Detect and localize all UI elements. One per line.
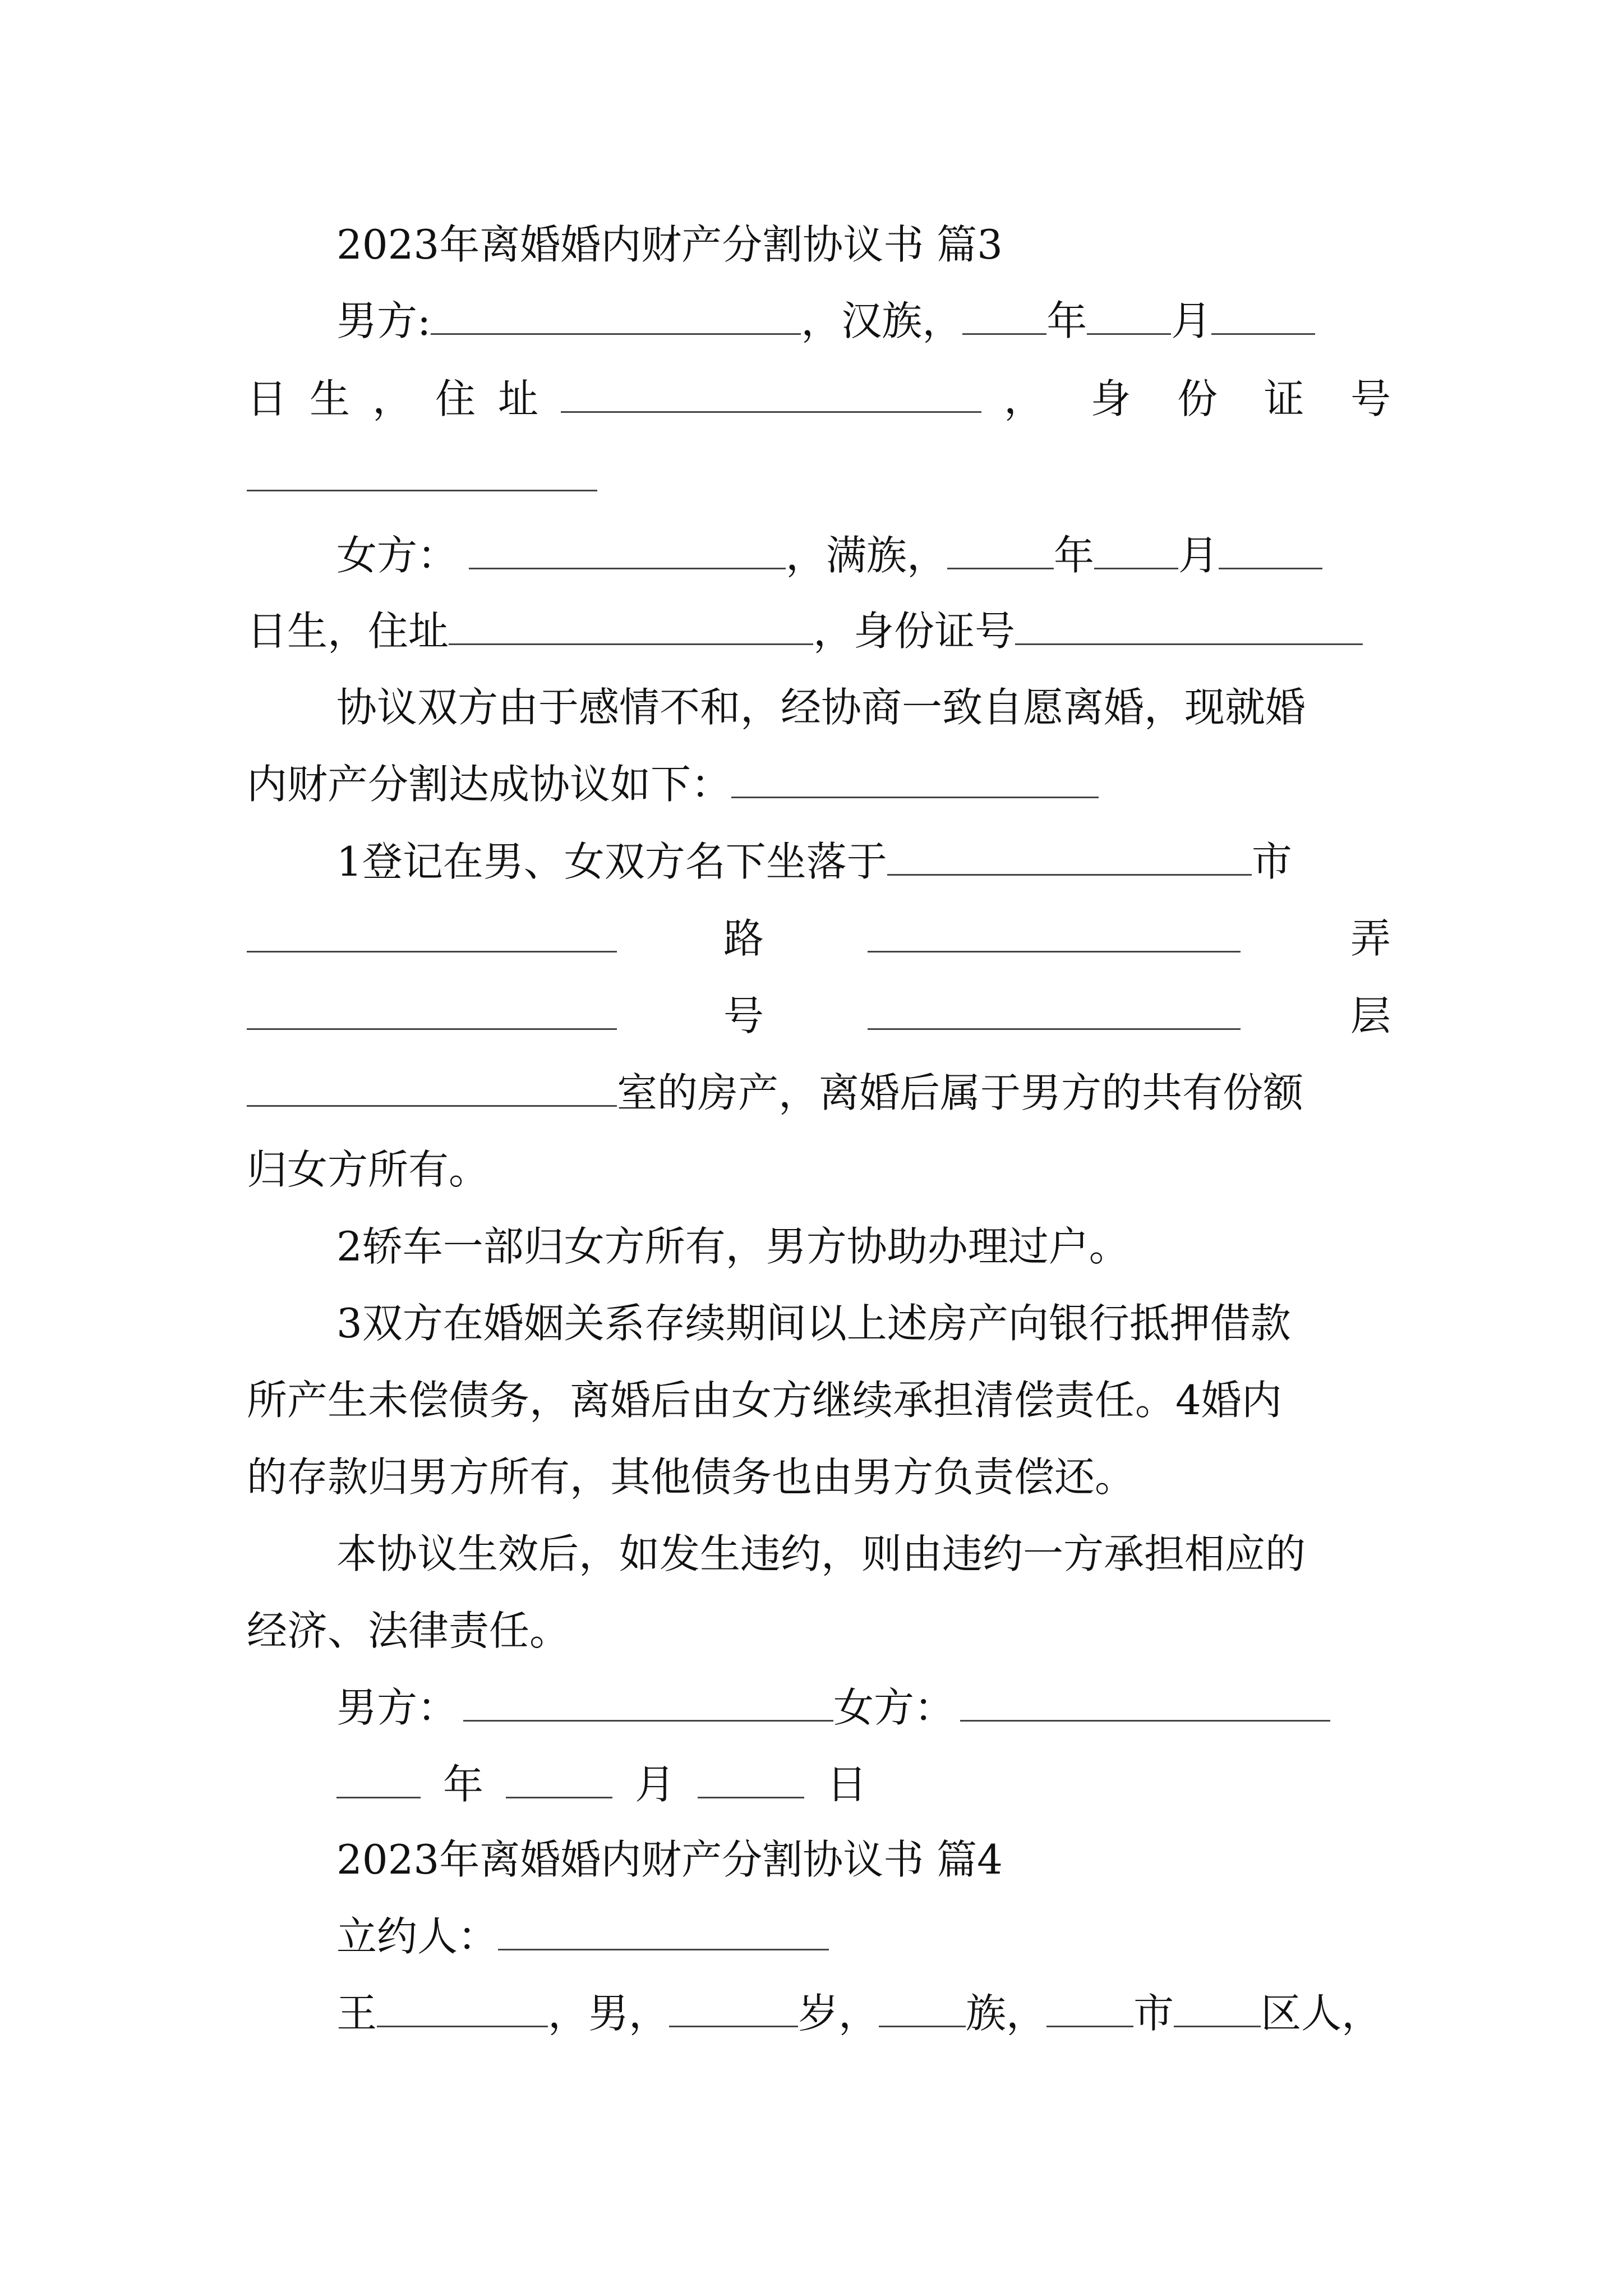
age-blank[interactable] [669, 1989, 798, 2027]
item-1-line-4: 室的房产，离婚后属于男方的共有份额 [247, 1066, 1303, 1120]
item-3-line-3: 的存款归男方所有，其他债务也由男方负责偿还。 [247, 1453, 1136, 1501]
day-born-address-label: 日 生 ， 住 址 [247, 375, 538, 422]
intro-blank[interactable] [731, 760, 1099, 798]
male-label: ，男， [548, 1990, 670, 2037]
item-1-line-3 [247, 989, 1391, 1043]
male-address-blank[interactable] [561, 374, 981, 413]
male-address-line [247, 372, 1391, 426]
intro-line-2: 内财产分割达成协议如下： [247, 757, 1099, 811]
road-blank[interactable] [247, 914, 617, 953]
date-line [336, 1757, 867, 1811]
city-label-2: 市 [1133, 1990, 1174, 2037]
floor-blank[interactable] [868, 991, 1241, 1030]
male-birth-year-blank[interactable] [962, 296, 1046, 335]
sign-year-label: 年 [443, 1761, 484, 1808]
manchu-ethnicity-text: ，满族， [786, 532, 948, 579]
contract-party-line [336, 1910, 829, 1963]
item-1-line-5: 归女方所有。 [247, 1146, 490, 1193]
breach-line-2: 经济、法律责任。 [247, 1607, 570, 1654]
female-address-blank[interactable] [449, 606, 813, 645]
breach-line-1: 本协议生效后，如发生违约，则由违约一方承担相应的 [336, 1530, 1306, 1577]
sign-day-label: 日 [827, 1761, 868, 1808]
male-signature-blank[interactable] [463, 1683, 833, 1722]
female-party-line [336, 528, 1322, 582]
female-birth-day-blank[interactable] [1219, 531, 1322, 569]
year-label-2: 年 [1054, 532, 1095, 579]
female-birth-month-blank[interactable] [1094, 531, 1178, 569]
room-blank[interactable] [247, 1068, 617, 1107]
female-address-line [247, 604, 1363, 658]
intro-line-1: 协议双方由于感情不和，经协商一致自愿离婚，现就婚 [336, 684, 1306, 731]
month-label: 月 [1171, 297, 1212, 344]
item-2: 2轿车一部归女方所有，男方协助办理过户。 [336, 1223, 1129, 1270]
female-name-blank[interactable] [469, 531, 786, 569]
age-label: 岁， [798, 1990, 879, 2037]
lane-label: 弄 [1350, 915, 1391, 962]
district-blank[interactable] [1174, 1989, 1261, 2027]
female-born-address-label: 日生，住址 [247, 608, 449, 655]
han-ethnicity-text: ，汉族， [801, 297, 963, 344]
month-label-2: 月 [1178, 532, 1219, 579]
floor-label: 层 [1350, 992, 1391, 1039]
section-3-title: 2023年离婚婚内财产分割协议书 篇3 [336, 221, 1003, 268]
sign-year-blank[interactable] [336, 1760, 421, 1798]
male-id-blank[interactable] [247, 453, 597, 491]
wang-name-blank[interactable] [377, 1989, 548, 2027]
male-party-label: 男方: [336, 297, 431, 344]
number-label: 号 [723, 992, 764, 1039]
section-4-title: 2023年离婚婚内财产分割协议书 篇4 [336, 1836, 1003, 1883]
ethnicity-blank[interactable] [879, 1989, 966, 2027]
city-blank[interactable] [1046, 1989, 1133, 2027]
signature-line [336, 1681, 1330, 1734]
female-birth-year-blank[interactable] [947, 531, 1054, 569]
number-blank[interactable] [247, 991, 617, 1030]
female-id-label: ，身份证号 [813, 608, 1016, 655]
item-3-line-2: 所产生未偿债务，离婚后由女方继续承担清偿责任。4婚内 [247, 1377, 1282, 1424]
contract-party-blank[interactable] [498, 1912, 829, 1950]
item-3-line-1: 3双方在婚姻关系存续期间以上述房产向银行抵押借款 [336, 1300, 1291, 1347]
lane-blank[interactable] [868, 914, 1241, 953]
sign-male-label: 男方： [336, 1684, 458, 1731]
district-label: 区人， [1261, 1990, 1382, 2037]
wang-info-line [336, 1986, 1382, 2040]
year-label: 年 [1046, 297, 1087, 344]
road-label: 路 [723, 915, 764, 962]
male-birth-day-blank[interactable] [1211, 296, 1315, 335]
city-label: 市 [1251, 838, 1292, 885]
item-1-line-1: 1登记在男、女双方名下坐落于 市 [336, 838, 1292, 885]
contract-party-label: 立约人： [336, 1913, 499, 1960]
male-id-line [247, 450, 597, 504]
ethnicity-label: 族， [966, 1990, 1047, 2037]
sign-female-label: 女方： [833, 1684, 955, 1731]
male-birth-month-blank[interactable] [1087, 296, 1171, 335]
property-location-blank[interactable] [887, 837, 1252, 876]
sign-month-blank[interactable] [506, 1760, 612, 1798]
female-signature-blank[interactable] [960, 1683, 1330, 1722]
wang-label: 王 [336, 1990, 377, 2037]
female-id-blank[interactable] [1015, 606, 1363, 645]
female-party-label: 女方： [336, 532, 458, 579]
male-name-blank[interactable] [431, 296, 801, 335]
sign-month-label: 月 [635, 1761, 676, 1808]
male-party-line [336, 294, 1315, 348]
sign-day-blank[interactable] [698, 1760, 804, 1798]
id-number-label: ， 身 份 证 号 [1004, 375, 1391, 422]
item-1-line-2 [247, 912, 1391, 965]
